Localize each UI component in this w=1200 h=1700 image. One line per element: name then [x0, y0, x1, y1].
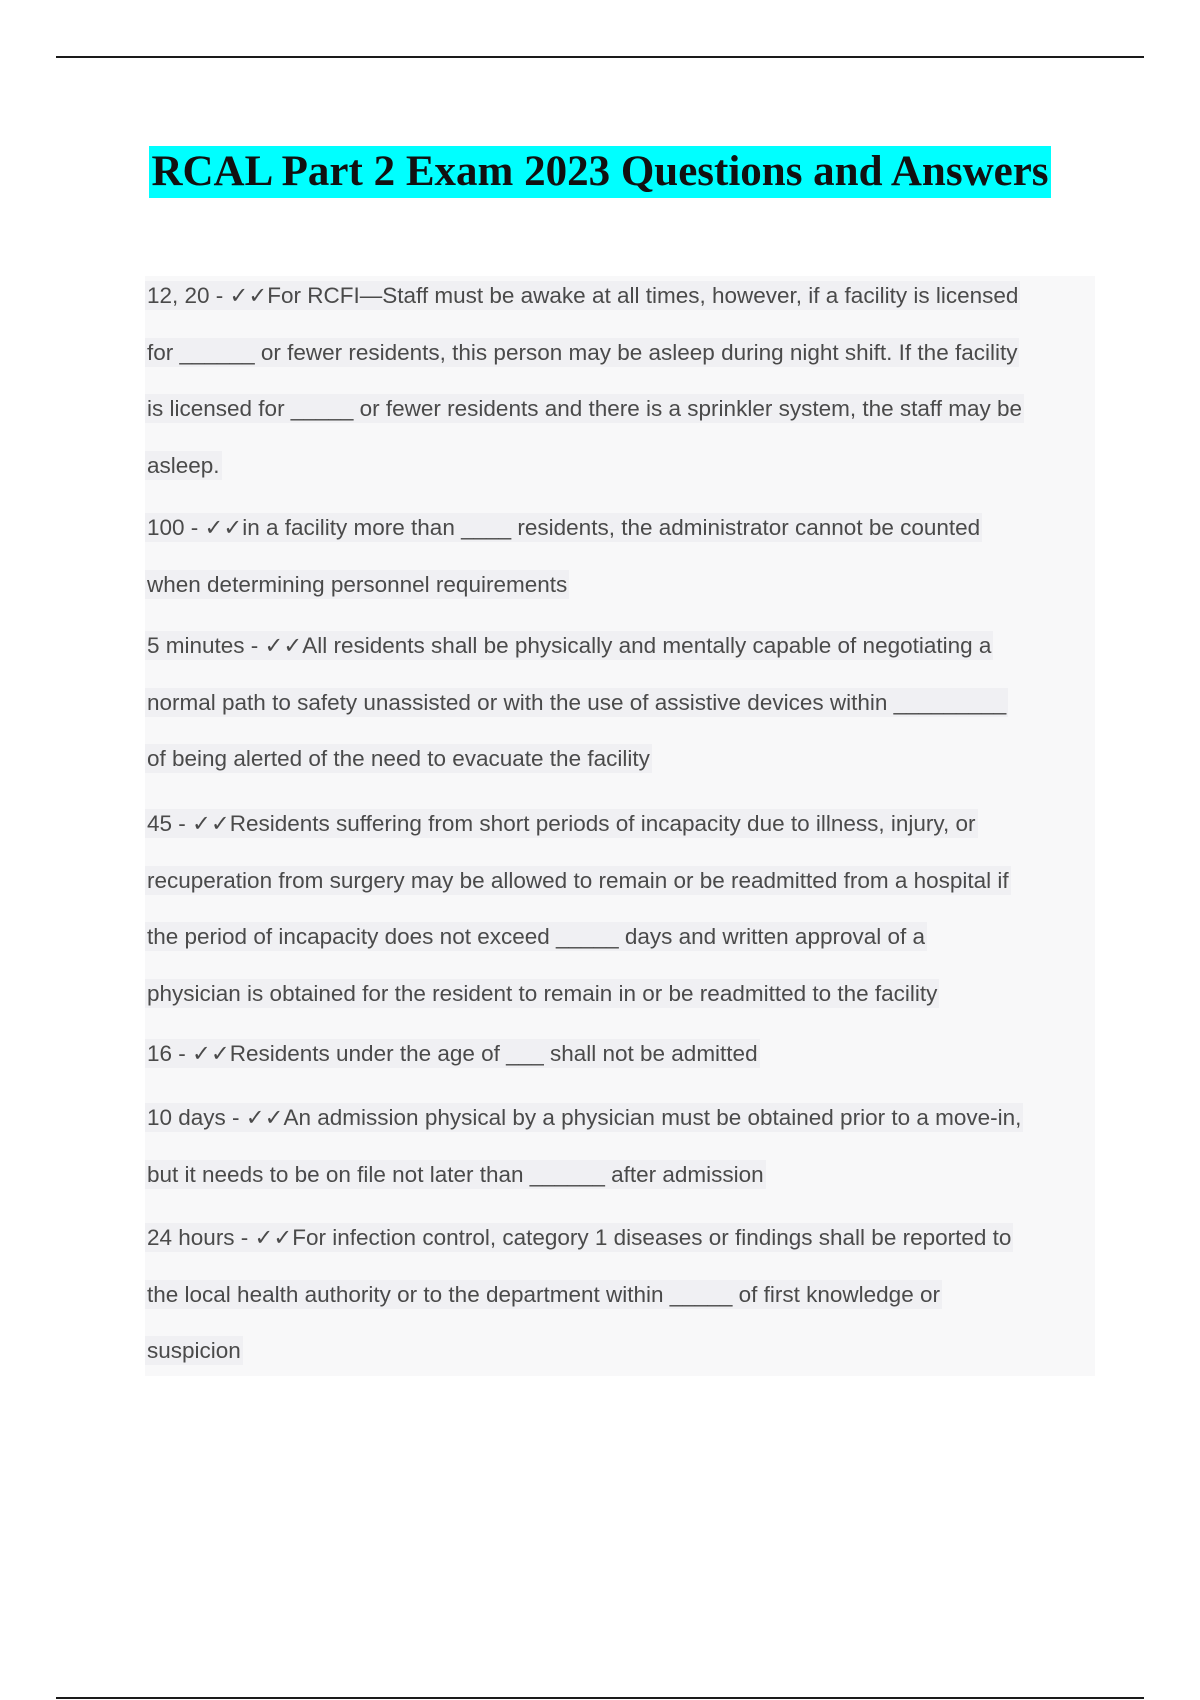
qa-line: suspicion: [147, 1338, 241, 1363]
qa-line: the period of incapacity does not exceed _____ days and written approval of a: [147, 924, 926, 949]
qa-line: 100 - ✓✓in a facility more than ____ residents, the administrator cannot be counted: [147, 515, 981, 540]
qa-line: physician is obtained for the resident to remain in or be readmitted to the facility: [147, 980, 938, 1006]
document-title: RCAL Part 2 Exam 2023 Questions and Answers: [149, 146, 1050, 198]
qa-line: 12, 20 - ✓✓For RCFI—Staff must be awake at all times, however, if a facility is licensed: [147, 283, 1019, 308]
qa-line: 16 - ✓✓Residents under the age of ___ shall not be admitted: [147, 1041, 758, 1066]
qa-line: is licensed for _____ or fewer residents and there is a sprinkler system, the staff may be: [147, 396, 1023, 421]
qa-line: 10 days - ✓✓An admission physical by a physician must be obtained prior to a move-in,: [147, 1105, 1022, 1130]
qa-line: of being alerted of the need to evacuate the facility: [147, 746, 650, 771]
qa-item: [145, 276, 1095, 502]
qa-item: [145, 508, 1095, 621]
qa-item: [145, 626, 1095, 796]
qa-line: when determining personnel requirements: [147, 571, 568, 597]
qa-line: 45 - ✓✓Residents suffering from short periods of incapacity due to illness, injury, or: [147, 811, 976, 836]
qa-item: [145, 804, 1095, 1030]
qa-line: but it needs to be on file not later than ______ after admission: [147, 1161, 764, 1187]
qa-line: for ______ or fewer residents, this person may be asleep during night shift. If the facility: [147, 339, 1018, 365]
qa-item: [145, 1098, 1095, 1211]
qa-line: recuperation from surgery may be allowed to remain or be readmitted from a hospital if: [147, 867, 1009, 893]
qa-line: 24 hours - ✓✓For infection control, category 1 diseases or findings shall be reported to: [147, 1225, 1012, 1250]
bottom-rule: [56, 1697, 1144, 1699]
qa-line: asleep.: [147, 452, 220, 478]
qa-line: the local health authority or to the department within _____ of first knowledge or: [147, 1281, 940, 1307]
qa-line: normal path to safety unassisted or with the use of assistive devices within _________: [147, 689, 1007, 715]
qa-item: [145, 1034, 1095, 1091]
qa-item: [145, 1218, 1095, 1388]
qa-line: 5 minutes - ✓✓All residents shall be physically and mentally capable of negotiating a: [147, 633, 992, 658]
top-rule: [56, 56, 1144, 58]
title-block: [0, 146, 1200, 198]
